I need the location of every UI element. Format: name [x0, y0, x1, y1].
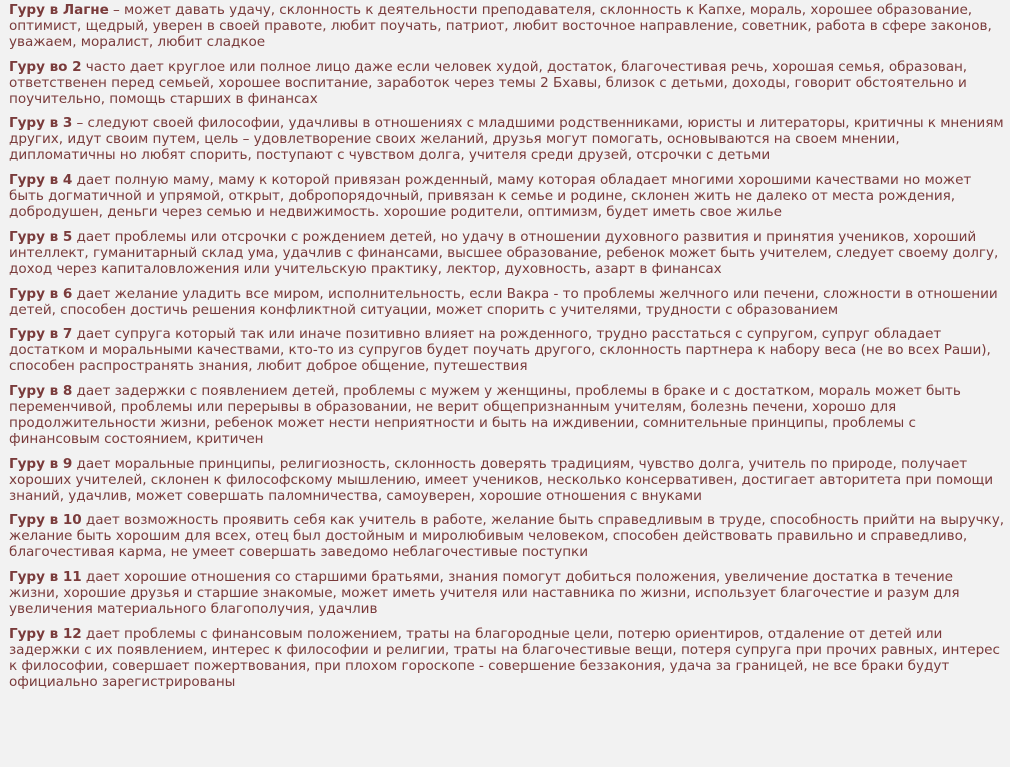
paragraph-text: дает супруга который так или иначе позитивно влияет на рожденного, трудно расстаться с супругом, супруг обладает достатком и моральными качествами, кто-то из супругов будет поучать другого, склонность партнера к набору веса (не во всех Раши), способен распространять знания, любит доброе общение, путешествия [9, 326, 991, 375]
paragraph-guru-10 [9, 513, 1005, 561]
paragraph-text: дает задержки с появлением детей, проблемы с мужем у женщины, проблемы в браке и с достатком, мораль может быть переменчивой, проблемы или перерывы в образовании, не верит общепризнанным учителям, болезнь печени, хорошо для продолжительности жизни, ребенок может нести неприятности и быть на иждивении, сомнительные принципы, проблемы с финансовым состоянием, критичен [9, 383, 961, 447]
paragraph-heading: Гуру во 2 [9, 58, 82, 75]
paragraph-text: часто дает круглое или полное лицо даже если человек худой, достаток, благочестивая речь, хорошая семья, образован, ответственен перед семьей, хорошее воспитание, заработок через темы 2 Бхавы, близок с детьми, доходы, говорит обстоятельно и поучительно, помощь старших в финансах [9, 58, 968, 107]
paragraph-heading: Гуру в 7 [9, 326, 73, 343]
paragraph-heading: Гуру в 3 [9, 115, 73, 132]
paragraph-heading: Гуру в Лагне [9, 2, 109, 18]
paragraph-heading: Гуру в 9 [9, 455, 73, 472]
paragraph-text: дает возможность проявить себя как учитель в работе, желание быть справедливым в труде, способность прийти на выручку, желание быть хорошим для всех, отец был достойным и миролюбивым человеком, способен действовать правильно и справедливо, благочестивая карма, не умеет совершать заведомо неблагочестивые поступки [9, 512, 1004, 561]
paragraph-guru-2 [9, 60, 1005, 108]
slide-right-margin [1010, 0, 1024, 767]
paragraph-heading: Гуру в 4 [9, 172, 73, 189]
paragraph-text: – может давать удачу, склонность к деятельности преподавателя, склонность к Капхе, мораль, хорошее образование, оптимист, щедрый, уверен в своей правоте, любит поучать, патриот, любит восточное направление, советник, работа в сфере законов, уважаем, моралист, любит сладкое [9, 2, 992, 50]
paragraph-text: дает проблемы или отсрочки с рождением детей, но удачу в отношении духовного развития и принятия учеников, хороший интеллект, гуманитарный склад ума, удачлив с финансами, высшее образование, ребенок может быть учителем, следует своему долгу, доход через капиталовложения или учительскую практику, лектор, духовность, азарт в финансах [9, 228, 999, 277]
paragraph-guru-7 [9, 327, 1005, 375]
paragraph-guru-6 [9, 287, 1005, 319]
paragraph-heading: Гуру в 11 [9, 569, 82, 586]
paragraph-guru-11 [9, 570, 1005, 618]
paragraph-guru-8 [9, 384, 1005, 448]
paragraph-text: дает желание уладить все миром, исполнительность, если Вакра - то проблемы желчного или печени, сложности в отношении детей, способен достичь решения конфликтной ситуации, может спорить с учителями, трудности с образованием [9, 285, 998, 318]
paragraph-text: дает хорошие отношения со старшими братьями, знания помогут добиться положения, увеличение достатка в течение жизни, хорошие друзья и старшие знакомые, может иметь учителя или наставника по жизни, использует благочестие и разум для увеличения материального благополучия, удачлив [9, 569, 960, 617]
text-body [9, 3, 1005, 700]
paragraph-text: дает моральные принципы, религиозность, склонность доверять традициям, чувство долга, учитель по природе, получает хороших учителей, склонен к философскому мышлению, имеет учеников, несколько консервативен, достигает авторитета при помощи знаний, удачлив, может совершать паломничества, самоуверен, хорошие отношения с внуками [9, 455, 994, 504]
paragraph-guru-4 [9, 173, 1005, 221]
paragraph-heading: Гуру в 6 [9, 285, 73, 302]
paragraph-guru-lagna [9, 3, 1005, 51]
paragraph-guru-9 [9, 457, 1005, 505]
paragraph-text: дает полную маму, маму к которой привязан рожденный, маму которая обладает многими хорошими качествами но может быть догматичной и упрямой, открыт, добропорядочный, привязан к семье и родине, склонен жить не далеко от места рождения, добродушен, деньги через семью и недвижимость. хорошие родители, оптимизм, будет иметь свое жилье [9, 172, 972, 220]
paragraph-guru-3 [9, 116, 1005, 164]
paragraph-heading: Гуру в 10 [9, 512, 82, 529]
paragraph-text: – следуют своей философии, удачливы в отношениях с младшими родственниками, юристы и литераторы, критичны к мнениям других, идут своим путем, цель – удовлетворение своих желаний, друзья могут помогать, основываются на своем мнении, дипломатичны но любят спорить, поступают с чувством долга, учителя среди друзей, отсрочки с детьми [9, 115, 1004, 164]
paragraph-text: дает проблемы с финансовым положением, траты на благородные цели, потерю ориентиров, отдаление от детей или задержки с их появлением, интерес к философии и религии, траты на благочестивые вещи, потеря супруга при прочих равных, интерес к философии, совершает пожертвования, при плохом гороскопе - совершение беззакония, удача за границей, не все браки будут официально зарегистрированы [9, 625, 1000, 690]
paragraph-heading: Гуру в 5 [9, 228, 73, 245]
paragraph-heading: Гуру в 12 [9, 625, 82, 642]
paragraph-guru-12 [9, 627, 1005, 691]
paragraph-heading: Гуру в 8 [9, 383, 73, 400]
paragraph-guru-5 [9, 230, 1005, 278]
